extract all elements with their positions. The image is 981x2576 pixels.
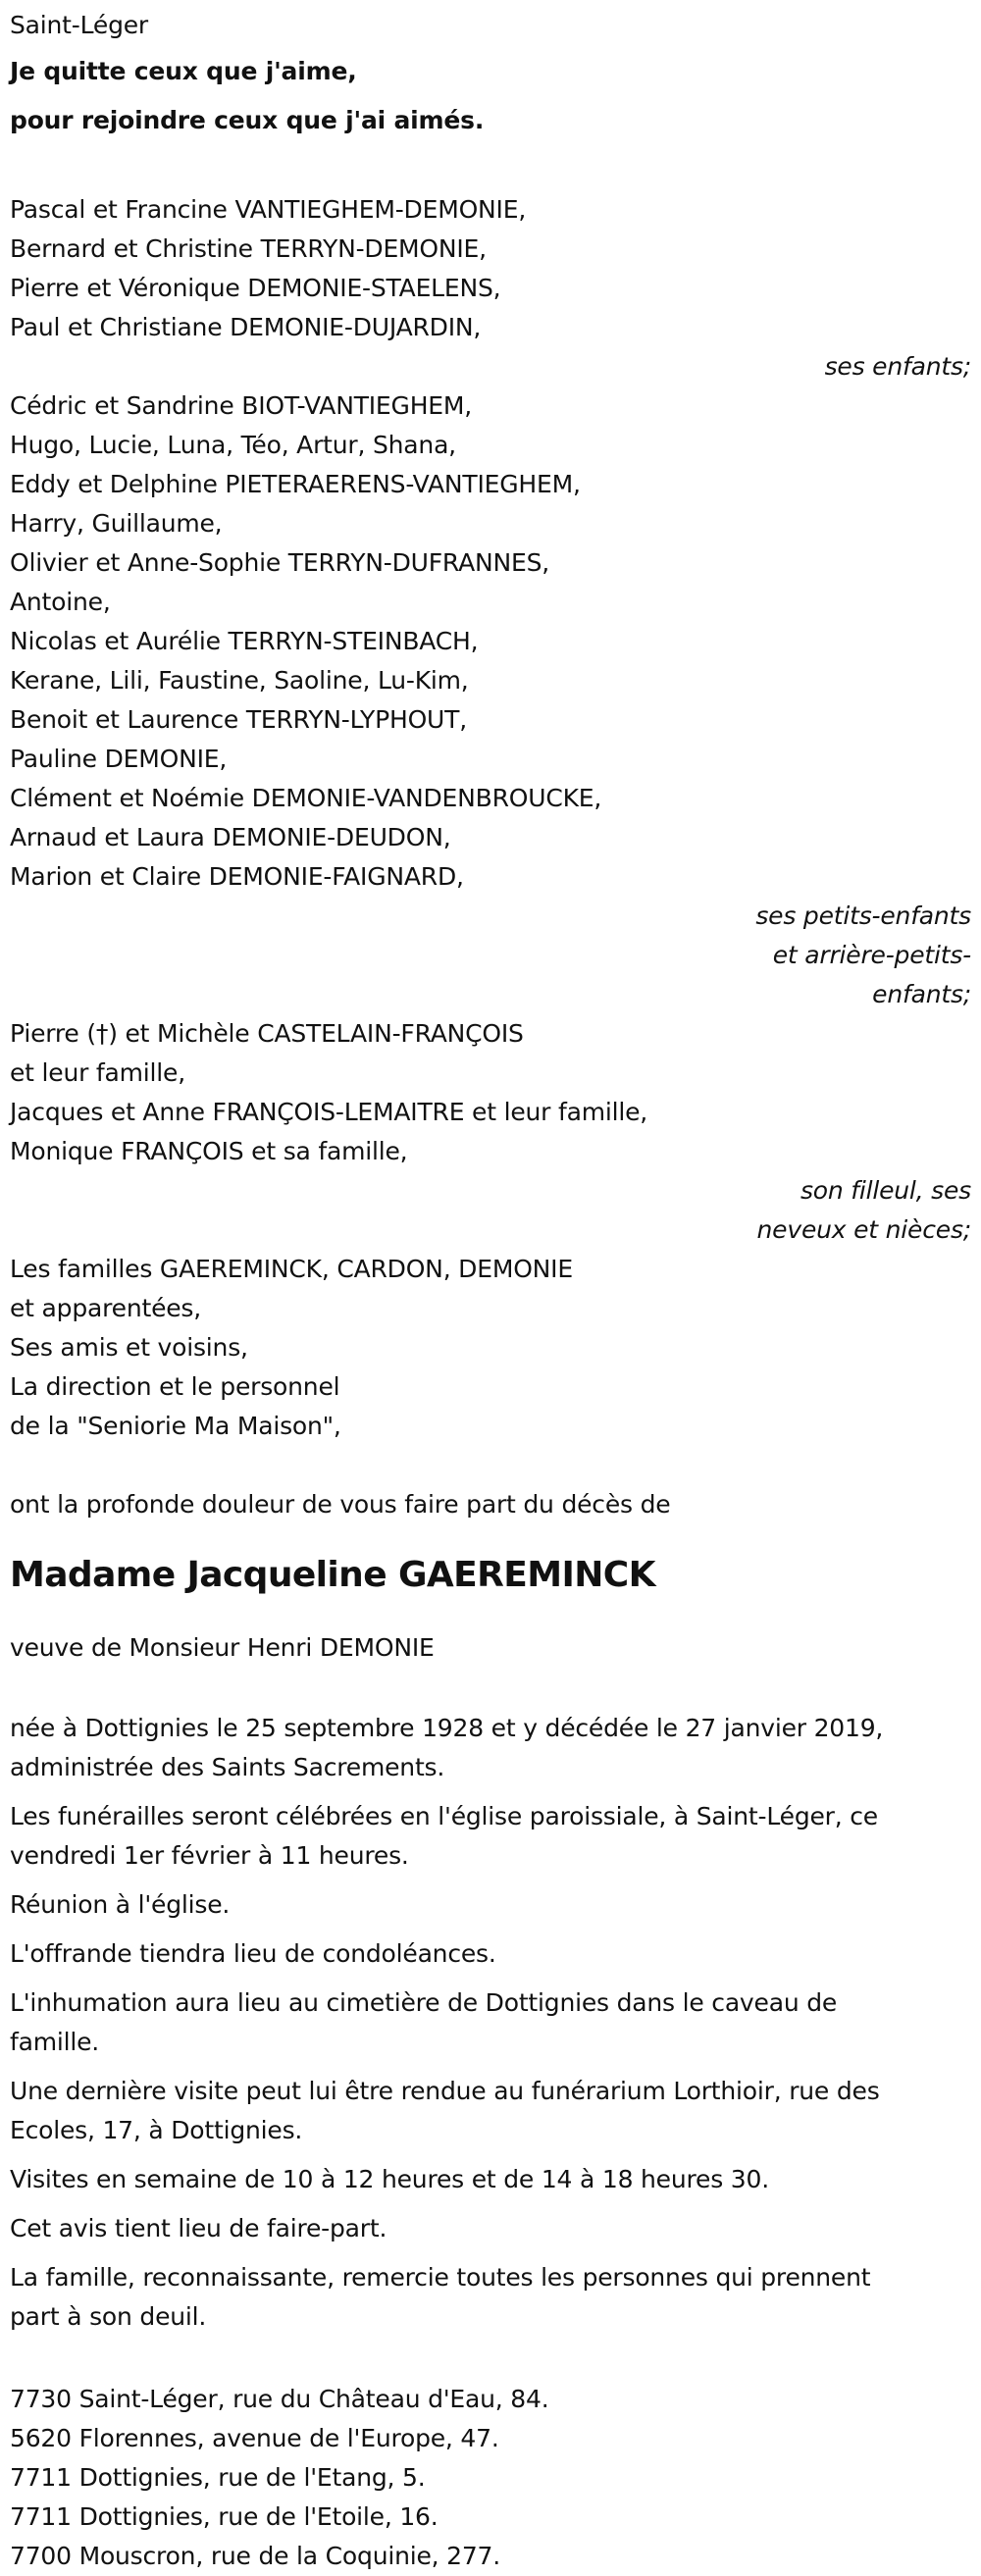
address-line: 7711 Dottignies, rue de l'Etang, 5.	[10, 2463, 426, 2492]
relationship-label	[741, 1171, 971, 1250]
paragraph-line: L'inhumation aura lieu au cimetière de Dottignies dans le caveau de	[10, 1988, 838, 2017]
family-member: Olivier et Anne-Sophie TERRYN-DUFRANNES,	[10, 548, 549, 577]
paragraph-line: Visites en semaine de 10 à 12 heures et de 14 à 18 heures 30.	[10, 2165, 769, 2193]
address-line: 7700 Mouscron, rue de la Coquinie, 277.	[10, 2542, 501, 2570]
paragraph-line: Cet avis tient lieu de faire-part.	[10, 2214, 387, 2242]
family-member: Jacques et Anne FRANÇOIS-LEMAITRE et leur famille,	[10, 1098, 648, 1126]
family-group-others	[10, 1250, 971, 1446]
family-member: Nicolas et Aurélie TERRYN-STEINBACH,	[10, 627, 479, 655]
epigraph-line: Je quitte ceux que j'aime,	[10, 57, 357, 85]
family-member: de la "Seniorie Ma Maison",	[10, 1412, 341, 1440]
paragraph-birth-death	[10, 1709, 971, 1787]
addresses	[10, 2380, 971, 2576]
epigraph-line: pour rejoindre ceux que j'ai aimés.	[10, 106, 485, 134]
paragraph-line: vendredi 1er février à 11 heures.	[10, 1841, 409, 1870]
paragraph-offering	[10, 1934, 971, 1974]
family-member: Bernard et Christine TERRYN-DEMONIE,	[10, 234, 487, 263]
paragraph-burial	[10, 1984, 971, 2062]
family-group-children	[10, 190, 971, 386]
relationship-line: son filleul, ses	[800, 1176, 971, 1205]
widow-of: veuve de Monsieur Henri DEMONIE	[10, 1633, 435, 1662]
relationship-line: ses petits-enfants	[755, 902, 971, 930]
family-member: et apparentées,	[10, 1294, 201, 1322]
paragraph-line: Les funérailles seront célébrées en l'église paroissiale, à Saint-Léger, ce	[10, 1802, 878, 1830]
family-member: Eddy et Delphine PIETERAERENS-VANTIEGHEM,	[10, 470, 581, 498]
paragraph-line: Une dernière visite peut lui être rendue au funérarium Lorthioir, rue des	[10, 2077, 880, 2105]
address-line: 7711 Dottignies, rue de l'Etoile, 16.	[10, 2502, 439, 2531]
paragraph-line: administrée des Saints Sacrements.	[10, 1753, 445, 1781]
details	[10, 1709, 971, 2337]
family-member: Les familles GAEREMINCK, CARDON, DEMONIE	[10, 1255, 573, 1283]
relationship-line: ses enfants;	[824, 352, 971, 381]
family-member: et leur famille,	[10, 1058, 185, 1087]
family-member: Benoit et Laurence TERRYN-LYPHOUT,	[10, 705, 467, 734]
family-member: Cédric et Sandrine BIOT-VANTIEGHEM,	[10, 391, 473, 420]
paragraph-line: famille.	[10, 2028, 100, 2056]
paragraph-line: La famille, reconnaissante, remercie toutes les personnes qui prennent	[10, 2263, 871, 2292]
address-line: 7730 Saint-Léger, rue du Château d'Eau, 84.	[10, 2385, 549, 2413]
family-member: Ses amis et voisins,	[10, 1333, 248, 1362]
family-member: Marion et Claire DEMONIE-FAIGNARD,	[10, 862, 464, 891]
family-member: La direction et le personnel	[10, 1372, 340, 1401]
place-heading: Saint-Léger	[10, 11, 149, 39]
paragraph-line: L'offrande tiendra lieu de condoléances.	[10, 1939, 496, 1968]
relationship-label	[741, 897, 971, 1014]
paragraph-line: Réunion à l'église.	[10, 1890, 231, 1919]
announcement: ont la profonde douleur de vous faire part du décès de	[10, 1490, 671, 1519]
address-line: 5620 Florennes, avenue de l'Europe, 47.	[10, 2424, 499, 2452]
epigraph	[10, 47, 971, 145]
family-member: Kerane, Lili, Faustine, Saoline, Lu-Kim,	[10, 666, 469, 695]
family-member: Antoine,	[10, 588, 111, 616]
family-member: Paul et Christiane DEMONIE-DUJARDIN,	[10, 313, 482, 341]
deceased-name: Madame Jacqueline GAEREMINCK	[10, 1555, 655, 1595]
family-member: Monique FRANÇOIS et sa famille,	[10, 1137, 408, 1165]
family-member: Arnaud et Laura DEMONIE-DEUDON,	[10, 823, 451, 851]
paragraph-last-visit	[10, 2072, 971, 2150]
paragraph-notice	[10, 2209, 971, 2248]
family-member: Pierre (†) et Michèle CASTELAIN-FRANÇOIS	[10, 1019, 524, 1048]
relationship-label	[741, 347, 971, 386]
paragraph-line: part à son deuil.	[10, 2302, 207, 2331]
family-member: Pascal et Francine VANTIEGHEM-DEMONIE,	[10, 195, 527, 224]
family-member: Hugo, Lucie, Luna, Téo, Artur, Shana,	[10, 431, 456, 459]
paragraph-funeral	[10, 1797, 971, 1876]
relationship-line: neveux et nièces;	[756, 1215, 971, 1244]
family-member: Harry, Guillaume,	[10, 509, 223, 538]
family-group-extended	[10, 1014, 971, 1250]
family-member: Pierre et Véronique DEMONIE-STAELENS,	[10, 274, 501, 302]
family-group-grandchildren	[10, 386, 971, 1014]
paragraph-meeting	[10, 1885, 971, 1925]
family-member: Clément et Noémie DEMONIE-VANDENBROUCKE,	[10, 784, 602, 812]
paragraph-line: Ecoles, 17, à Dottignies.	[10, 2116, 303, 2144]
paragraph-thanks	[10, 2258, 971, 2337]
paragraph-visiting-hours	[10, 2160, 971, 2199]
family-member: Pauline DEMONIE,	[10, 745, 228, 773]
relationship-line: enfants;	[872, 980, 971, 1008]
relationship-line: et arrière-petits-	[772, 941, 971, 969]
paragraph-line: née à Dottignies le 25 septembre 1928 et y décédée le 27 janvier 2019,	[10, 1714, 884, 1742]
